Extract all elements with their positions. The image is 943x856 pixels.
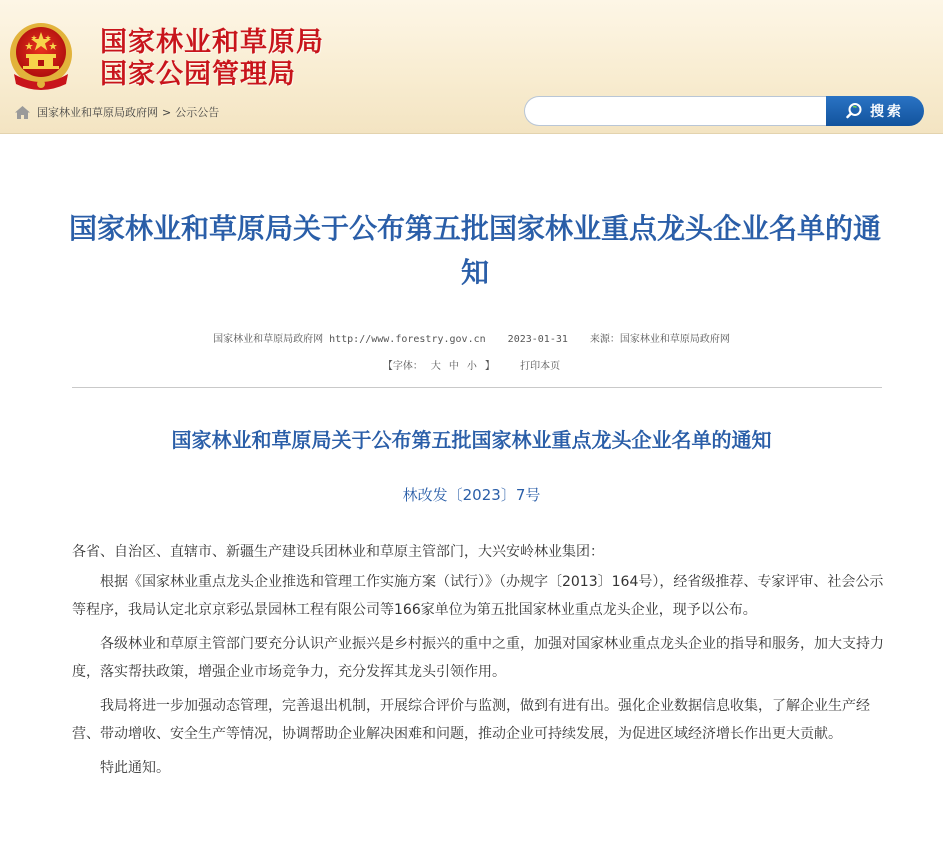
brand-line-forestry: 国家林业和草原局 [100,27,324,58]
meta-date: 2023-01-31 [507,334,568,345]
document-number: 林改发〔2023〕7号 [402,486,541,504]
site-header [0,0,943,134]
home-icon[interactable] [14,105,31,120]
salutation: 各省、自治区、直辖市、新疆生产建设兵团林业和草原主管部门，大兴安岭林业集团： [72,544,604,560]
font-size-medium[interactable]: 中 [448,361,459,372]
national-emblem-icon [4,18,78,94]
meta-site: 国家林业和草原局政府网 http://www.forestry.gov.cn [213,334,486,345]
paragraph-1: 根据《国家林业重点龙头企业推选和管理工作实施方案（试行）》（办规字〔2013〕164号），经省级推荐、专家评审、社会公示等程序，我局认定北京京彩弘景园林工程有限公司等166家单位为第五批国家林业重点龙头企业，现予以公布。 [72,574,884,618]
breadcrumb-link-announcements[interactable]: 公示公告 [175,106,220,119]
paragraph-2: 各级林业和草原主管部门要充分认识产业振兴是乡村振兴的重中之重，加强对国家林业重点龙头企业的指导和服务，加大支持力度，落实帮扶政策，增强企业市场竞争力，充分发挥其龙头引领作用。 [72,636,884,680]
article-tools [0,357,943,372]
article-subtitle: 国家林业和草原局关于公布第五批国家林业重点龙头企业名单的通知 [171,428,772,452]
breadcrumb-link-home[interactable]: 国家林业和草原局政府网 [37,106,158,119]
breadcrumb [14,104,219,120]
article-meta [0,330,943,345]
article-title: 国家林业和草原局关于公布第五批国家林业重点龙头企业名单的通知 [68,212,881,289]
meta-source: 来源：国家林业和草原局政府网 [589,334,730,345]
print-page-link[interactable]: 打印本页 [520,361,561,372]
search-input[interactable] [524,96,826,126]
search-icon [846,102,864,120]
article-body [72,538,892,788]
search-button[interactable] [826,96,924,126]
brand-line-parks: 国家公园管理局 [100,59,296,90]
font-size-suffix: 】 [484,361,495,372]
font-size-prefix: 【字体： [382,361,423,372]
site-brand [100,27,324,91]
font-size-small[interactable]: 小 [466,361,477,372]
search-button-label: 搜索 [870,104,904,120]
search-bar [524,96,924,126]
paragraph-closing: 特此通知。 [100,760,170,776]
breadcrumb-separator: > [162,105,172,119]
paragraph-3: 我局将进一步加强动态管理，完善退出机制，开展综合评价与监测，做到有进有出。强化企业数据信息收集，了解企业生产经营、带动增收、安全生产等情况，协调帮助企业解决困难和问题，推动企业可持续发展，为促进区域经济增长作出更大贡献。 [72,698,870,742]
font-size-large[interactable]: 大 [430,361,441,372]
title-divider [72,387,882,388]
